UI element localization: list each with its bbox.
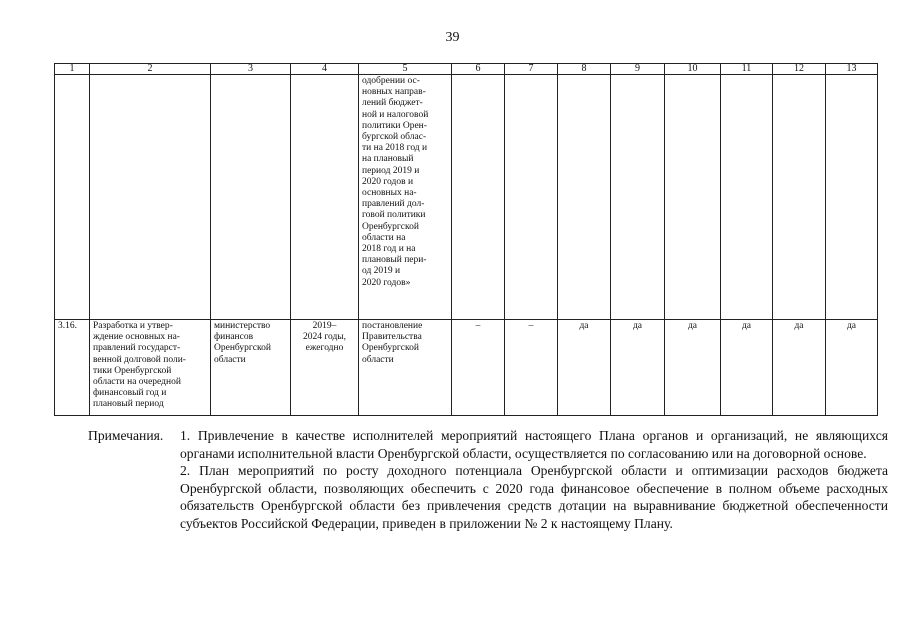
cell-empty (611, 75, 665, 320)
column-number: 2 (90, 64, 211, 75)
cell-empty (826, 75, 878, 320)
cell-empty (505, 75, 558, 320)
column-number: 9 (611, 64, 665, 75)
plan-table (54, 63, 878, 416)
notes-label: Примечания. (88, 428, 164, 443)
column-number: 13 (826, 64, 878, 75)
cell-empty (211, 75, 291, 320)
term: 2019– 2024 годы, ежегодно (291, 320, 359, 416)
cell-empty (90, 75, 211, 320)
value-col9: да (611, 320, 665, 416)
value-col11: да (721, 320, 773, 416)
cell-empty (558, 75, 611, 320)
cell-empty (55, 75, 90, 320)
cell-empty (721, 75, 773, 320)
result-document: постановление Правительства Оренбургской области (359, 320, 452, 416)
value-col6: – (452, 320, 505, 416)
column-number: 12 (773, 64, 826, 75)
column-number: 10 (665, 64, 721, 75)
column-number: 1 (55, 64, 90, 75)
cell-empty (665, 75, 721, 320)
column-number-row (55, 64, 878, 75)
column-number: 5 (359, 64, 452, 75)
cell-empty (773, 75, 826, 320)
column-number: 7 (505, 64, 558, 75)
executor: министерство финансов Оренбургской области (211, 320, 291, 416)
value-col12: да (773, 320, 826, 416)
table-row-3-16 (55, 320, 878, 416)
column-number: 11 (721, 64, 773, 75)
notes-section (88, 427, 888, 533)
value-col10: да (665, 320, 721, 416)
column-number: 8 (558, 64, 611, 75)
cell-empty (291, 75, 359, 320)
note-1: 1. Привлечение в качестве исполнителей мероприятий настоящего Плана органов и организаций, не являющихся органами исполнительной власти Оренбургской области, осуществляется по согласованию или на договорной основе. (180, 428, 888, 461)
value-col13: да (826, 320, 878, 416)
cell-empty (452, 75, 505, 320)
column-number: 4 (291, 64, 359, 75)
column-number: 6 (452, 64, 505, 75)
table-row-continued (55, 75, 878, 320)
column-number: 3 (211, 64, 291, 75)
result-cell-continued: одобрении ос- новных направ- лений бюджет- ной и налоговой политики Орен- бургской облас- ти на 2018 год и на плановый период 2019 и 2020 годов и основных на- правлений дол- говой политики Оренбургской области на 2018 год и на плановый пери- од 2019 и 2020 годов» (359, 75, 452, 320)
value-col8: да (558, 320, 611, 416)
note-2: 2. План мероприятий по росту доходного потенциала Оренбургской области и оптимизации расходов бюджета Оренбургской области, позволяющих обеспечить с 2020 года финансовое обеспечение в полном объеме расходных обязательств Оренбургской области без привлечения средств дотации на выравнивание бюджетной обеспеченности субъектов Российской Федерации, приведен в приложении № 2 к настоящему Плану. (180, 463, 888, 531)
value-col7: – (505, 320, 558, 416)
page-number: 39 (445, 30, 460, 45)
measure-name: Разработка и утвер- ждение основных на- правлений государст- венной долговой поли- тики Оренбургской области на очередной финансовый год и плановый период (90, 320, 211, 416)
row-number: 3.16. (55, 320, 90, 416)
